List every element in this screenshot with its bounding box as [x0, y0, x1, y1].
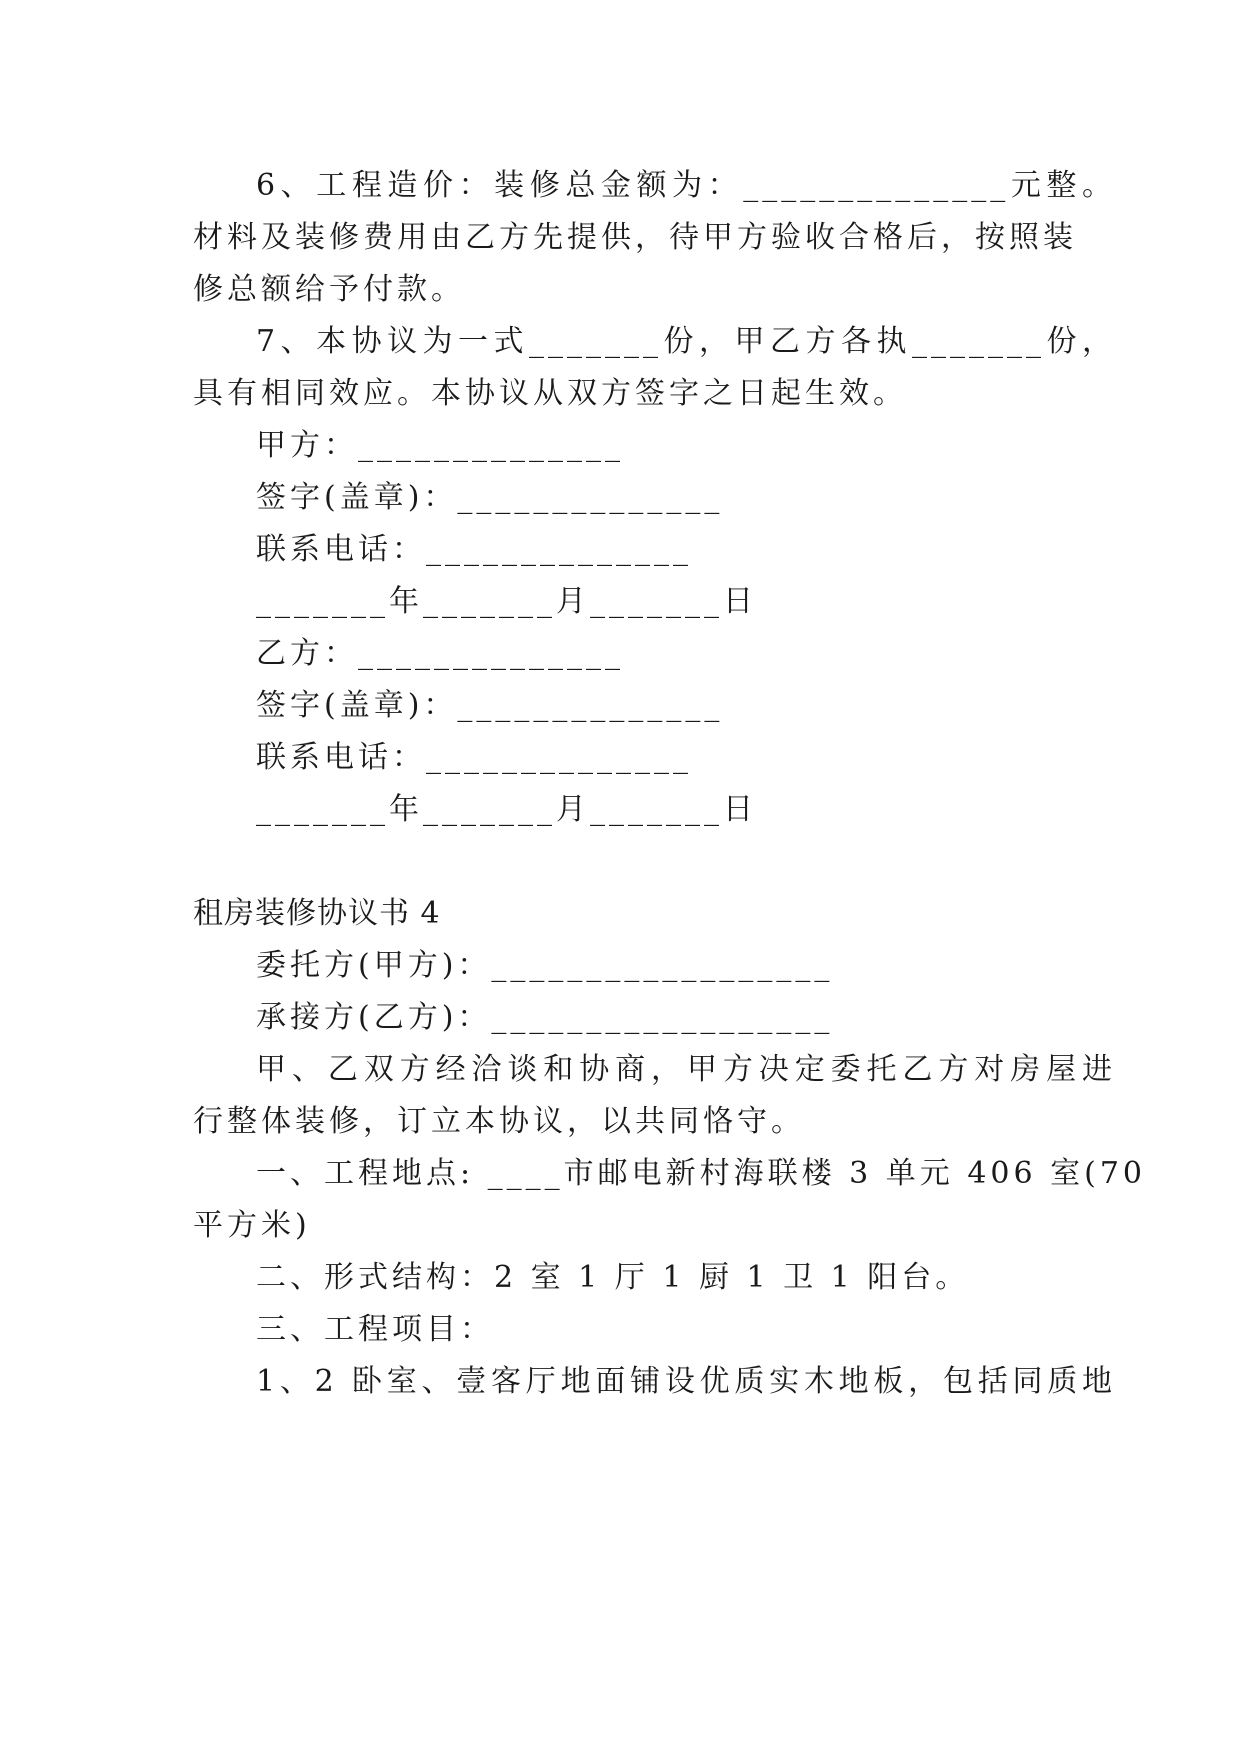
location-line1: 一、工程地点: ____市邮电新村海联楼 3 单元 406 室(70 [256, 1156, 1147, 1191]
items-heading: 三、工程项目： [256, 1312, 494, 1347]
clause7-line2: 具有相同效应。本协议从双方签字之日起生效。 [193, 376, 907, 411]
party-b-phone: 联系电话：______________ [256, 740, 692, 775]
party-a-signature: 签字(盖章)：______________ [256, 480, 724, 515]
clause7-line1: 7、本协议为一式_______份，甲乙方各执_______份， [256, 324, 1116, 359]
party-b-signature: 签字(盖章)：______________ [256, 688, 724, 723]
intro-line1: 甲、乙双方经洽谈和协商，甲方决定委托乙方对房屋进 [256, 1052, 1116, 1087]
party-b-name: 乙方：______________ [256, 636, 624, 671]
party-a-name: 甲方：______________ [256, 428, 624, 463]
clause6-line3: 修总额给予付款。 [193, 272, 465, 307]
client-line: 委托方(甲方)：__________________ [256, 948, 834, 983]
intro-line2: 行整体装修，订立本协议，以共同恪守。 [193, 1104, 805, 1139]
party-a-date: _______年_______月_______日 [256, 584, 757, 619]
item1-line: 1、2 卧室、壹客厅地面铺设优质实木地板，包括同质地 [256, 1364, 1116, 1399]
structure-line: 二、形式结构：2 室 1 厅 1 厨 1 卫 1 阳台。 [256, 1260, 970, 1295]
location-line2: 平方米) [193, 1208, 311, 1243]
party-a-phone: 联系电话：______________ [256, 532, 692, 567]
clause6-line2: 材料及装修费用由乙方先提供，待甲方验收合格后，按照装 [193, 220, 1077, 255]
contractor-line: 承接方(乙方)：__________________ [256, 1000, 834, 1035]
section-title: 租房装修协议书 4 [193, 896, 441, 931]
clause6-line1: 6、工程造价：装修总金额为：______________元整。 [256, 168, 1116, 203]
party-b-date: _______年_______月_______日 [256, 792, 757, 827]
